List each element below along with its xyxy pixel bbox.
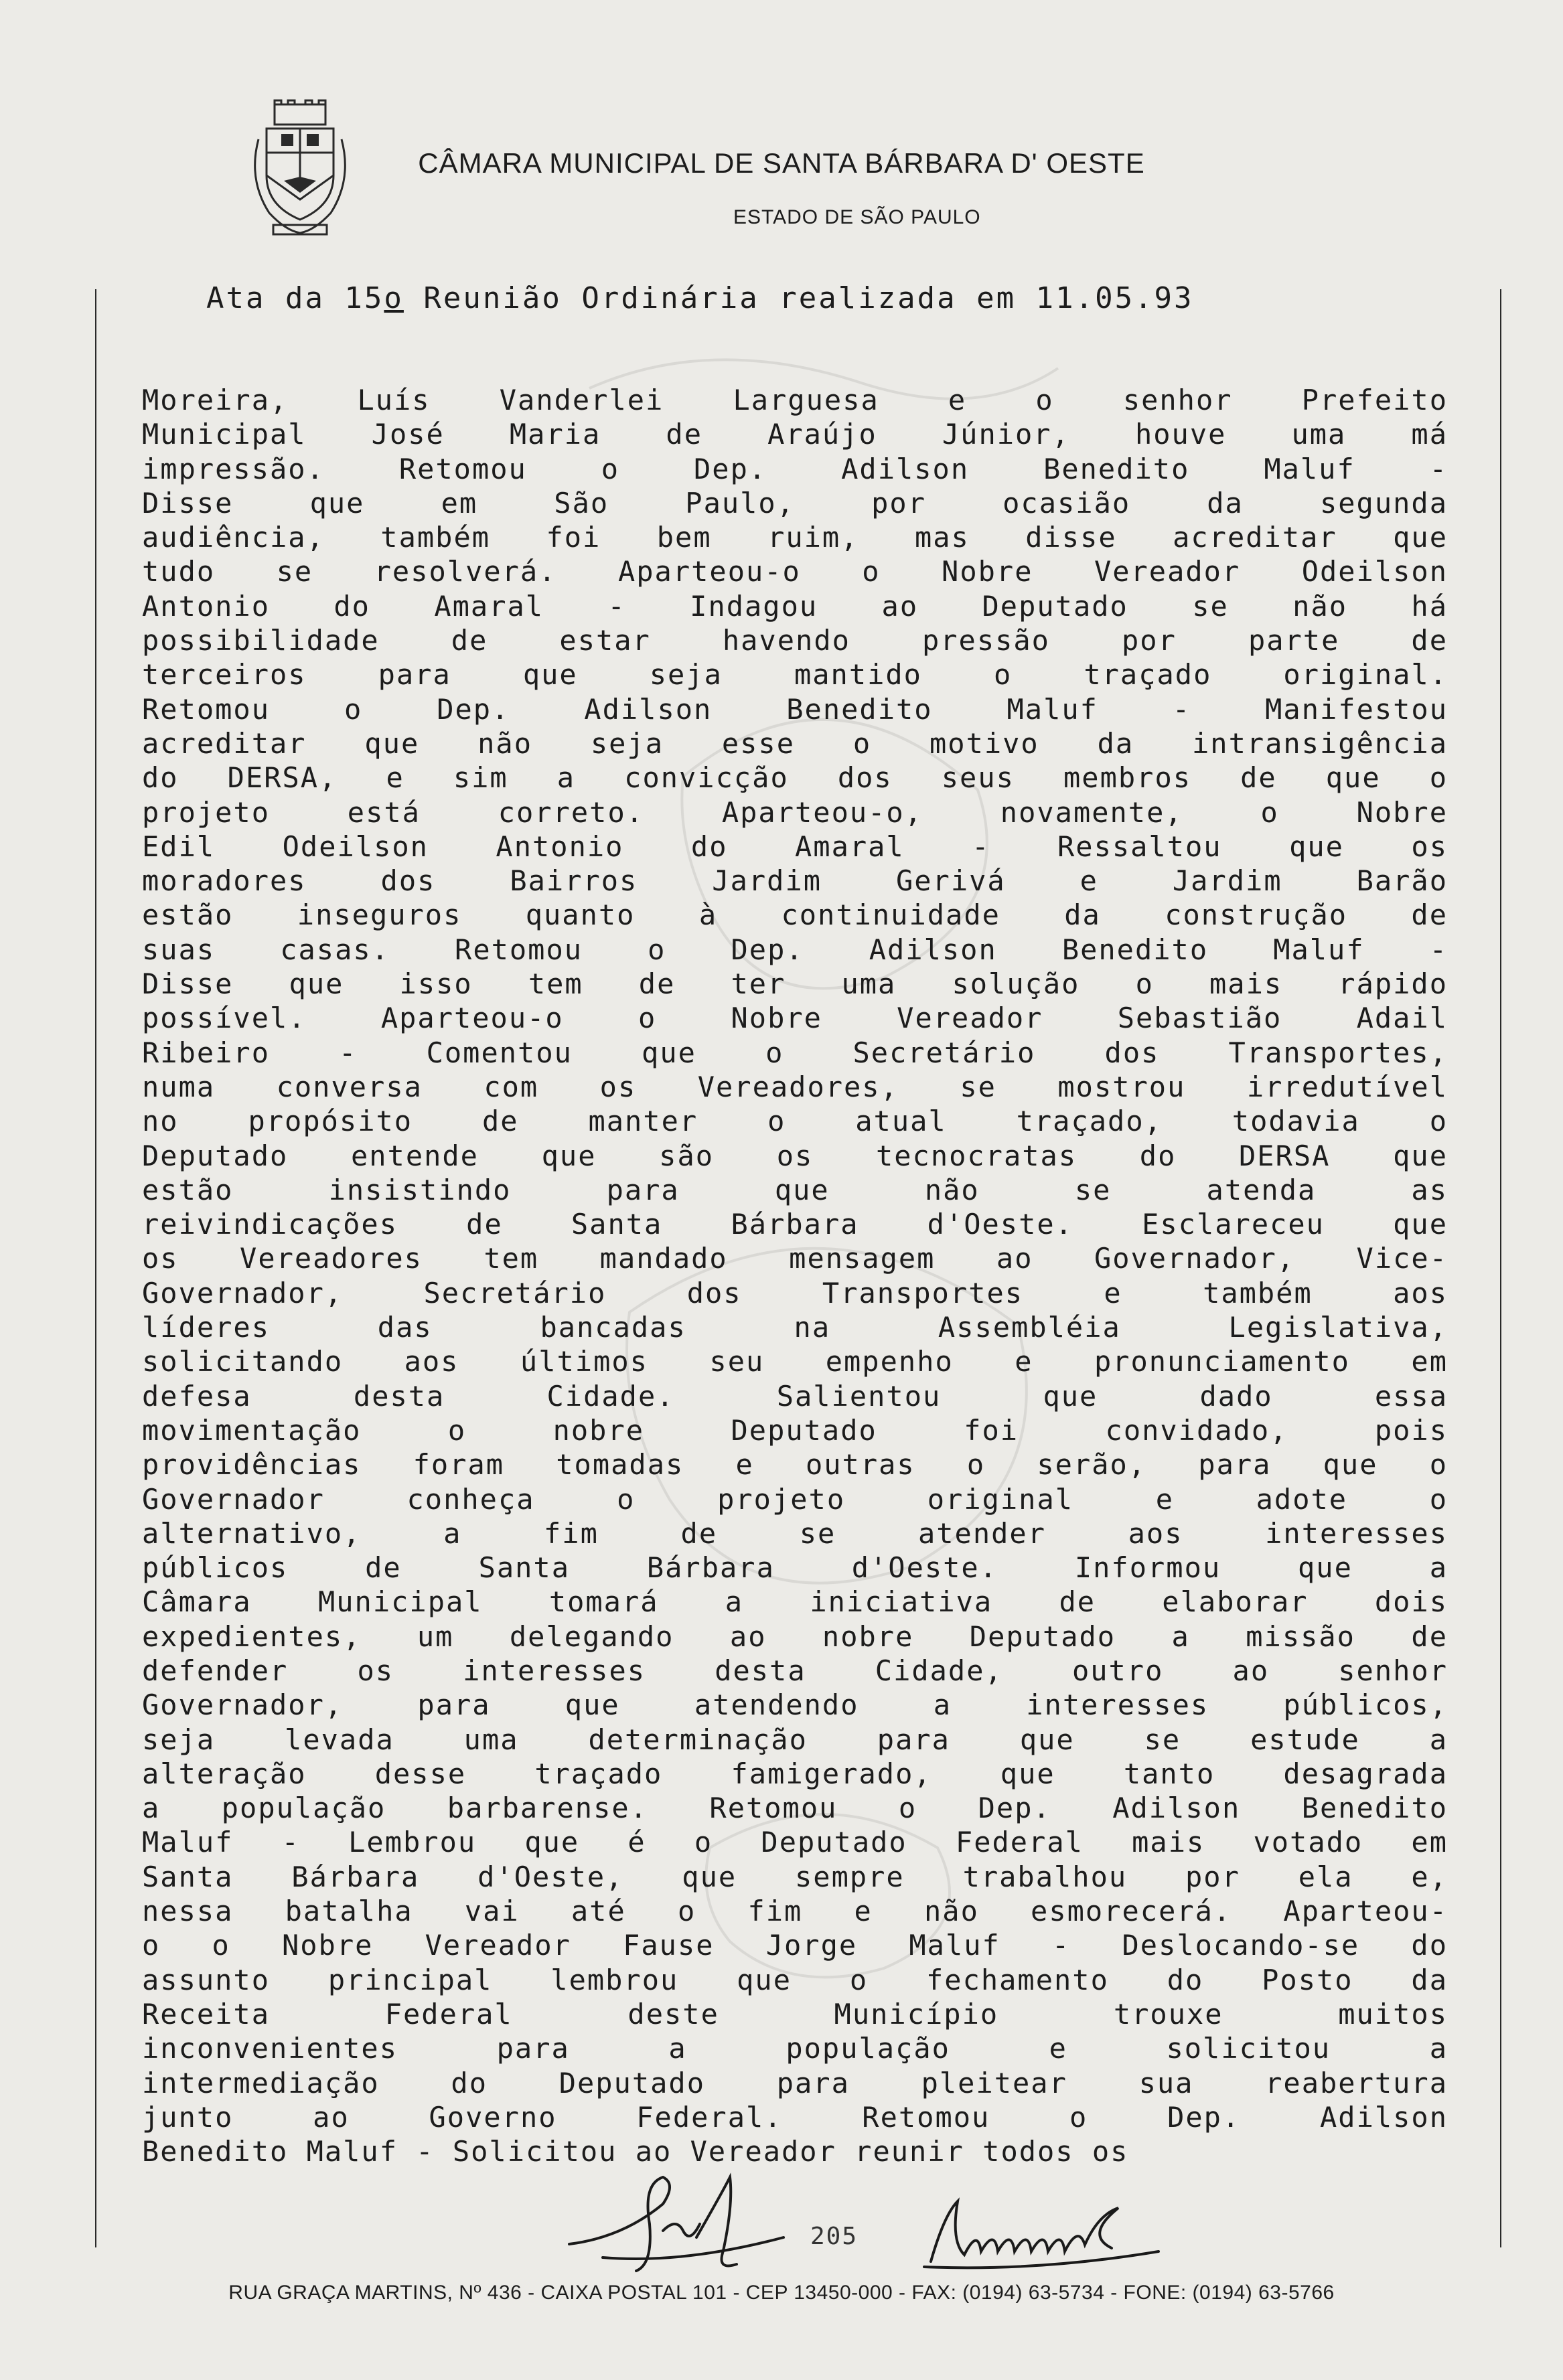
text-line: do DERSA, e sim a convicção dos seus membros de que o (142, 761, 1448, 795)
left-margin-rule (95, 289, 96, 2247)
text-line: alternativo, a fim de se atender aos interesses (142, 1516, 1448, 1550)
text-line: Disse que isso tem de ter uma solução o mais rápido (142, 967, 1448, 1001)
text-line: líderes das bancadas na Assembléia Legislativa, (142, 1311, 1448, 1344)
text-line: o o Nobre Vereador Fause Jorge Maluf - Deslocando-se do (142, 1929, 1448, 1962)
text-line: estão inseguros quanto à continuidade da construção de (142, 898, 1448, 932)
text-line: no propósito de manter o atual traçado, todavia o (142, 1105, 1448, 1138)
text-line: Governador conheça o projeto original e adote o (142, 1482, 1448, 1516)
text-line: nessa batalha vai até o fim e não esmorecerá. Aparteou- (142, 1895, 1448, 1928)
text-line: solicitando aos últimos seu empenho e pronunciamento em (142, 1345, 1448, 1378)
minutes-title (206, 281, 1412, 315)
text-line: os Vereadores tem mandado mensagem ao Governador, Vice- (142, 1242, 1448, 1275)
text-line: intermediação do Deputado para pleitear sua reabertura (142, 2066, 1448, 2099)
text-line: alteração desse traçado famigerado, que tanto desagrada (142, 1757, 1448, 1790)
text-line: seja levada uma determinação para que se estude a (142, 1723, 1448, 1756)
text-line: Deputado entende que são os tecnocratas do DERSA que (142, 1139, 1448, 1172)
text-line: Maluf - Lembrou que é o Deputado Federal mais votado em (142, 1826, 1448, 1859)
right-margin-rule (1500, 289, 1501, 2247)
handwritten-signature-2 (917, 2188, 1172, 2275)
text-line: a população barbarense. Retomou o Dep. Adilson Benedito (142, 1792, 1448, 1825)
text-line: assunto principal lembrou que o fechamento do Posto da (142, 1963, 1448, 1996)
page-number: 205 (810, 2223, 859, 2250)
text-line: numa conversa com os Vereadores, se mostrou irredutível (142, 1070, 1448, 1103)
text-line: providências foram tomadas e outras o serão, para que o (142, 1448, 1448, 1482)
text-line: audiência, também foi bem ruim, mas disse acreditar que (142, 521, 1448, 554)
text-line: defender os interesses desta Cidade, outro ao senhor (142, 1654, 1448, 1687)
handwritten-signature-1 (563, 2164, 804, 2278)
text-line: projeto está correto. Aparteou-o, novamente, o Nobre (142, 795, 1448, 829)
minutes-body-text (142, 383, 1448, 2168)
text-line: possibilidade de estar havendo pressão por parte de (142, 624, 1448, 657)
text-line: suas casas. Retomou o Dep. Adilson Benedito Maluf - (142, 933, 1448, 966)
institution-title: CÂMARA MUNICIPAL DE SANTA BÁRBARA D' OESTE (418, 147, 1145, 179)
text-line: Moreira, Luís Vanderlei Larguesa e o senhor Prefeito (142, 384, 1448, 416)
text-line: reivindicações de Santa Bárbara d'Oeste. Esclareceu que (142, 1208, 1448, 1241)
text-line: impressão. Retomou o Dep. Adilson Benedito Maluf - (142, 452, 1448, 485)
minutes-title-prefix: Ata da 15 (206, 281, 384, 315)
text-line: inconvenientes para a população e solicitou a (142, 2032, 1448, 2065)
text-line: Municipal José Maria de Araújo Júnior, houve uma má (142, 418, 1448, 451)
text-line: acreditar que não seja esse o motivo da intransigência (142, 726, 1448, 760)
text-line: expedientes, um delegando ao nobre Deputado a missão de (142, 1619, 1448, 1653)
text-line: Governador, para que atendendo a interesses públicos, (142, 1688, 1448, 1722)
minutes-title-ordinal: o (384, 281, 404, 315)
text-line: Governador, Secretário dos Transportes e também aos (142, 1276, 1448, 1310)
text-line: moradores dos Bairros Jardim Gerivá e Jardim Barão (142, 864, 1448, 898)
text-line: Antonio do Amaral - Indagou ao Deputado se não há (142, 589, 1448, 623)
text-line: Receita Federal deste Município trouxe muitos (142, 1997, 1448, 2031)
text-line: Retomou o Dep. Adilson Benedito Maluf - Manifestou (142, 692, 1448, 726)
text-line: Benedito Maluf - Solicitou ao Vereador reunir todos os (142, 2135, 1129, 2168)
text-line: Edil Odeilson Antonio do Amaral - Ressaltou que os (142, 829, 1448, 863)
text-line: Santa Bárbara d'Oeste, que sempre trabalhou por ela e, (142, 1860, 1448, 1893)
text-line: estão insistindo para que não se atenda as (142, 1173, 1448, 1206)
text-line: possível. Aparteou-o o Nobre Vereador Sebastião Adail (142, 1002, 1448, 1035)
text-line: defesa desta Cidade. Salientou que dado essa (142, 1379, 1448, 1413)
footer-address: RUA GRAÇA MARTINS, Nº 436 - CAIXA POSTAL 101 - CEP 13450-000 - FAX: (0194) 63-5734 - FONE: (0194) 63-5766 (228, 2282, 1335, 2304)
text-line: Ribeiro - Comentou que o Secretário dos Transportes, (142, 1036, 1448, 1069)
text-line: terceiros para que seja mantido o traçado original. (142, 658, 1448, 692)
text-line: tudo se resolverá. Aparteou-o o Nobre Vereador Odeilson (142, 555, 1448, 588)
text-line: públicos de Santa Bárbara d'Oeste. Informou que a (142, 1551, 1448, 1585)
text-line: junto ao Governo Federal. Retomou o Dep. Adilson (142, 2100, 1448, 2134)
institution-subtitle: ESTADO DE SÃO PAULO (733, 206, 981, 228)
text-line: Câmara Municipal tomará a iniciativa de elaborar dois (142, 1585, 1448, 1619)
text-line: movimentação o nobre Deputado foi convidado, pois (142, 1413, 1448, 1447)
text-line: Disse que em São Paulo, por ocasião da segunda (142, 486, 1448, 520)
minutes-title-suffix: Reunião Ordinária realizada em 11.05.93 (403, 281, 1194, 315)
